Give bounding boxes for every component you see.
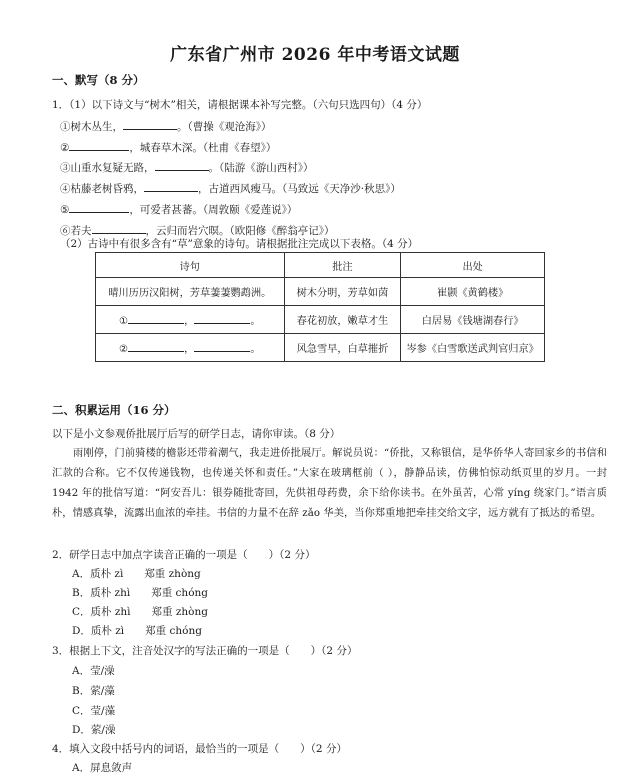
q3-option-b[interactable]: B．萦/藻 — [72, 685, 115, 697]
answer-blank[interactable] — [69, 139, 129, 151]
table-cell: ② ， 。 — [96, 334, 285, 362]
table-cell: 白居易《钱塘湖春行》 — [401, 306, 545, 334]
section2-heading: 二、积累运用（16 分） — [52, 403, 176, 417]
passage-intro: 以下是小文参观侨批展厅后写的研学日志，请你审读。（8 分） — [52, 428, 341, 440]
answer-blank[interactable] — [144, 180, 198, 192]
table-cell: 晴川历历汉阳树，芳草萋萋鹦鹉洲。 — [96, 278, 285, 306]
q3-option-c[interactable]: C．莹/藻 — [72, 705, 116, 717]
answer-blank[interactable] — [128, 340, 184, 352]
table-cell: 春花初放，嫩草才生 — [284, 306, 401, 334]
question-2-stem: 2．研学日志中加点字读音正确的一项是（ ）（2 分） — [52, 549, 316, 561]
table-header: 批注 — [284, 253, 401, 278]
answer-blank[interactable] — [128, 312, 184, 324]
question-1-stem: 1．（1）以下诗文与“树木”相关，请根据课本补写完整。（六句只选四句）（4 分） — [52, 99, 428, 111]
table-cell: 树木分明，芳草如茵 — [284, 278, 401, 306]
fill-item-6: ⑥若夫 ，云归而岩穴暝。（欧阳修《醉翁亭记》） — [60, 222, 335, 238]
table-row — [96, 306, 545, 334]
table-cell: ① ， 。 — [96, 306, 285, 334]
page-title: 广东省广州市 2026 年中考语文试题 — [170, 45, 460, 65]
q2-option-a[interactable]: A．质朴 zì 郑重 zhòng — [72, 568, 201, 580]
q2-option-c[interactable]: C．质朴 zhì 郑重 zhòng — [72, 606, 208, 618]
passage-text: 雨刚停，门前骑楼的檐影还带着潮气，我走进侨批展厅。解说员说：“侨批，又称银信，是华侨华人寄回家乡的书信和汇款的合称。它不仅传递钱物，也传递关怀和责任。”大家在玻璃框前（ ），静静品读，仿佛怕惊动纸页里的岁月。一封 1942 年的批信写道：“阿安吾儿：银券随批寄回，先供祖母药费，余下给你读书。在外虽苦，心常 yíng 绕家门。”语言质朴，情感真挚，流露出血浓的牵挂。书信的力量不在辞 zǎo 华美，当你郑重地把牵挂交给文字，远方就有了抵达的希望。 — [52, 448, 607, 519]
answer-blank[interactable] — [194, 340, 250, 352]
answer-blank[interactable] — [123, 118, 177, 130]
answer-blank[interactable] — [194, 312, 250, 324]
section1-heading: 一、默写（8 分） — [52, 73, 145, 87]
q2-option-d[interactable]: D．质朴 zì 郑重 chóng — [72, 625, 202, 637]
table-header-row — [96, 253, 545, 278]
question-1b-stem: （2）古诗中有很多含有“草”意象的诗句。请根据批注完成以下表格。（4 分） — [60, 238, 419, 250]
fill-item-2: ② ，城春草木深。（杜甫《春望》） — [60, 139, 276, 155]
question-4-stem: 4．填入文段中括号内的词语，最恰当的一项是（ ）（2 分） — [52, 743, 347, 755]
poem-table — [95, 252, 545, 362]
fill-item-1: ①树木丛生， 。（曹操《观沧海》） — [60, 118, 272, 134]
answer-blank[interactable] — [69, 201, 129, 213]
table-cell: 岑参《白雪歌送武判官归京》 — [401, 334, 545, 362]
question-3-stem: 3．根据上下文，注音处汉字的写法正确的一项是（ ）（2 分） — [52, 645, 358, 657]
table-cell: 崔颢《黄鹤楼》 — [401, 278, 545, 306]
q3-option-a[interactable]: A．莹/澡 — [72, 665, 115, 677]
table-cell: 风急雪早，白草摧折 — [284, 334, 401, 362]
table-row — [96, 278, 545, 306]
q2-option-b[interactable]: B．质朴 zhì 郑重 chóng — [72, 587, 209, 599]
table-row — [96, 334, 545, 362]
fill-item-3: ③山重水复疑无路， 。（陆游《游山西村》） — [60, 159, 314, 175]
table-header: 出处 — [401, 253, 545, 278]
q3-option-d[interactable]: D．萦/澡 — [72, 724, 116, 736]
answer-blank[interactable] — [155, 159, 209, 171]
q4-option-a[interactable]: A．屏息敛声 — [72, 762, 133, 774]
fill-item-4: ④枯藤老树昏鸦， ，古道西风瘦马。（马致远《天净沙·秋思》） — [60, 180, 401, 196]
fill-item-5: ⑤ ，可爱者甚蕃。（周敦颐《爱莲说》） — [60, 201, 297, 217]
table-header: 诗句 — [96, 253, 285, 278]
answer-blank[interactable] — [92, 222, 146, 234]
